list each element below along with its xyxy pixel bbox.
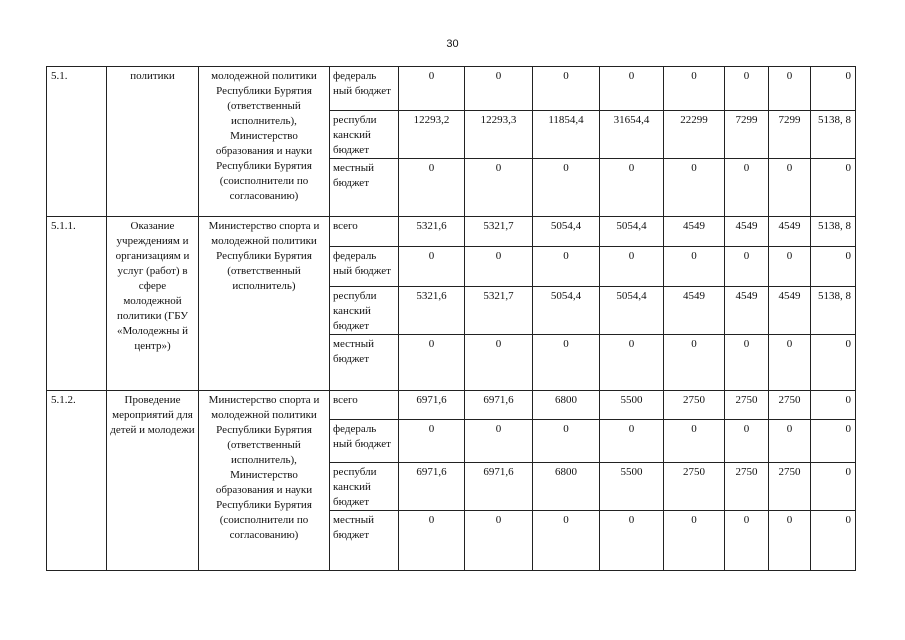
budget-value: 5321,6	[399, 217, 465, 247]
budget-value: 0	[769, 159, 811, 217]
funding-source: федераль ный бюджет	[330, 247, 399, 287]
budget-value: 5321,6	[399, 287, 465, 335]
funding-source: федераль ный бюджет	[330, 67, 399, 111]
budget-value: 0	[600, 247, 664, 287]
budget-value: 5138, 8	[811, 287, 856, 335]
budget-value: 0	[811, 335, 856, 391]
budget-value: 5321,7	[465, 217, 533, 247]
budget-value: 0	[664, 511, 725, 571]
funding-source: республи канский бюджет	[330, 111, 399, 159]
budget-value: 0	[811, 391, 856, 420]
budget-value: 5500	[600, 463, 664, 511]
budget-value: 0	[811, 511, 856, 571]
budget-value: 0	[465, 511, 533, 571]
item-name: Проведение мероприятий для детей и молодежи	[107, 391, 199, 571]
budget-value: 0	[399, 67, 465, 111]
budget-value: 0	[600, 511, 664, 571]
budget-value: 5138, 8	[811, 111, 856, 159]
funding-source: всего	[330, 217, 399, 247]
item-number: 5.1.1.	[47, 217, 107, 391]
funding-source: местный бюджет	[330, 335, 399, 391]
budget-value: 0	[664, 247, 725, 287]
budget-value: 0	[465, 159, 533, 217]
table-row	[47, 67, 856, 111]
budget-value: 0	[664, 67, 725, 111]
budget-value: 2750	[769, 463, 811, 511]
budget-value: 2750	[725, 463, 769, 511]
budget-value: 0	[769, 67, 811, 111]
budget-value: 5054,4	[600, 217, 664, 247]
budget-value: 0	[600, 67, 664, 111]
budget-value: 0	[725, 247, 769, 287]
item-name: Оказание учреждениям и организациям и услуг (работ) в сфере молодежной политики (ГБУ «Молодежны й центр»)	[107, 217, 199, 391]
budget-value: 0	[769, 511, 811, 571]
budget-value: 0	[533, 335, 600, 391]
budget-value: 5054,4	[600, 287, 664, 335]
page-number: 30	[446, 38, 459, 50]
budget-value: 0	[465, 67, 533, 111]
item-number: 5.1.	[47, 67, 107, 217]
budget-value: 0	[769, 420, 811, 463]
budget-value: 12293,2	[399, 111, 465, 159]
budget-value: 0	[725, 159, 769, 217]
budget-value: 0	[600, 159, 664, 217]
budget-value: 5138, 8	[811, 217, 856, 247]
budget-value: 0	[399, 511, 465, 571]
budget-value: 6971,6	[465, 391, 533, 420]
budget-value: 0	[399, 335, 465, 391]
funding-source: местный бюджет	[330, 159, 399, 217]
budget-value: 5054,4	[533, 287, 600, 335]
funding-source: всего	[330, 391, 399, 420]
item-executor: Министерство спорта и молодежной политики Республики Бурятия (ответственный исполнитель)	[199, 217, 330, 391]
budget-value: 31654,4	[600, 111, 664, 159]
budget-value: 6800	[533, 391, 600, 420]
budget-value: 0	[600, 335, 664, 391]
budget-value: 0	[600, 420, 664, 463]
budget-value: 7299	[769, 111, 811, 159]
budget-value: 12293,3	[465, 111, 533, 159]
budget-value: 6971,6	[399, 391, 465, 420]
budget-value: 7299	[725, 111, 769, 159]
funding-source: местный бюджет	[330, 511, 399, 571]
budget-value: 4549	[725, 217, 769, 247]
budget-value: 6971,6	[465, 463, 533, 511]
budget-value: 22299	[664, 111, 725, 159]
budget-value: 0	[769, 335, 811, 391]
funding-source: республи канский бюджет	[330, 287, 399, 335]
budget-value: 6971,6	[399, 463, 465, 511]
item-executor: Министерство спорта и молодежной политики Республики Бурятия (ответственный исполнитель), Министерство образования и науки Республики Бурятия (соисполнители по согласованию)	[199, 391, 330, 571]
budget-value: 5321,7	[465, 287, 533, 335]
budget-value: 11854,4	[533, 111, 600, 159]
budget-value: 0	[769, 247, 811, 287]
item-number: 5.1.2.	[47, 391, 107, 571]
budget-value: 0	[811, 463, 856, 511]
item-executor: молодежной политики Республики Бурятия (ответственный исполнитель), Министерство образования и науки Республики Бурятия (соисполнители по согласованию)	[199, 67, 330, 217]
budget-value: 0	[533, 247, 600, 287]
budget-table	[46, 66, 856, 571]
budget-value: 5054,4	[533, 217, 600, 247]
budget-value: 4549	[769, 217, 811, 247]
budget-value: 0	[664, 420, 725, 463]
budget-value: 6800	[533, 463, 600, 511]
item-name: политики	[107, 67, 199, 217]
table-row	[47, 391, 856, 420]
budget-value: 5500	[600, 391, 664, 420]
budget-value: 0	[465, 420, 533, 463]
budget-value: 4549	[664, 287, 725, 335]
funding-source: федераль ный бюджет	[330, 420, 399, 463]
budget-value: 0	[664, 335, 725, 391]
budget-value: 0	[811, 420, 856, 463]
budget-value: 2750	[664, 463, 725, 511]
table-row	[47, 217, 856, 247]
budget-value: 0	[811, 247, 856, 287]
budget-value: 0	[533, 511, 600, 571]
budget-value: 0	[399, 420, 465, 463]
budget-value: 0	[399, 159, 465, 217]
budget-value: 0	[399, 247, 465, 287]
budget-value: 2750	[769, 391, 811, 420]
budget-value: 0	[465, 247, 533, 287]
budget-value: 0	[465, 335, 533, 391]
budget-value: 0	[533, 159, 600, 217]
budget-value: 0	[725, 511, 769, 571]
budget-value: 0	[811, 159, 856, 217]
budget-value: 2750	[725, 391, 769, 420]
budget-value: 2750	[664, 391, 725, 420]
budget-value: 0	[725, 67, 769, 111]
budget-value: 0	[533, 420, 600, 463]
budget-value: 0	[811, 67, 856, 111]
budget-value: 0	[664, 159, 725, 217]
budget-value: 4549	[664, 217, 725, 247]
budget-value: 4549	[769, 287, 811, 335]
funding-source: республи канский бюджет	[330, 463, 399, 511]
budget-value: 0	[725, 420, 769, 463]
budget-value: 0	[533, 67, 600, 111]
budget-value: 0	[725, 335, 769, 391]
budget-value: 4549	[725, 287, 769, 335]
